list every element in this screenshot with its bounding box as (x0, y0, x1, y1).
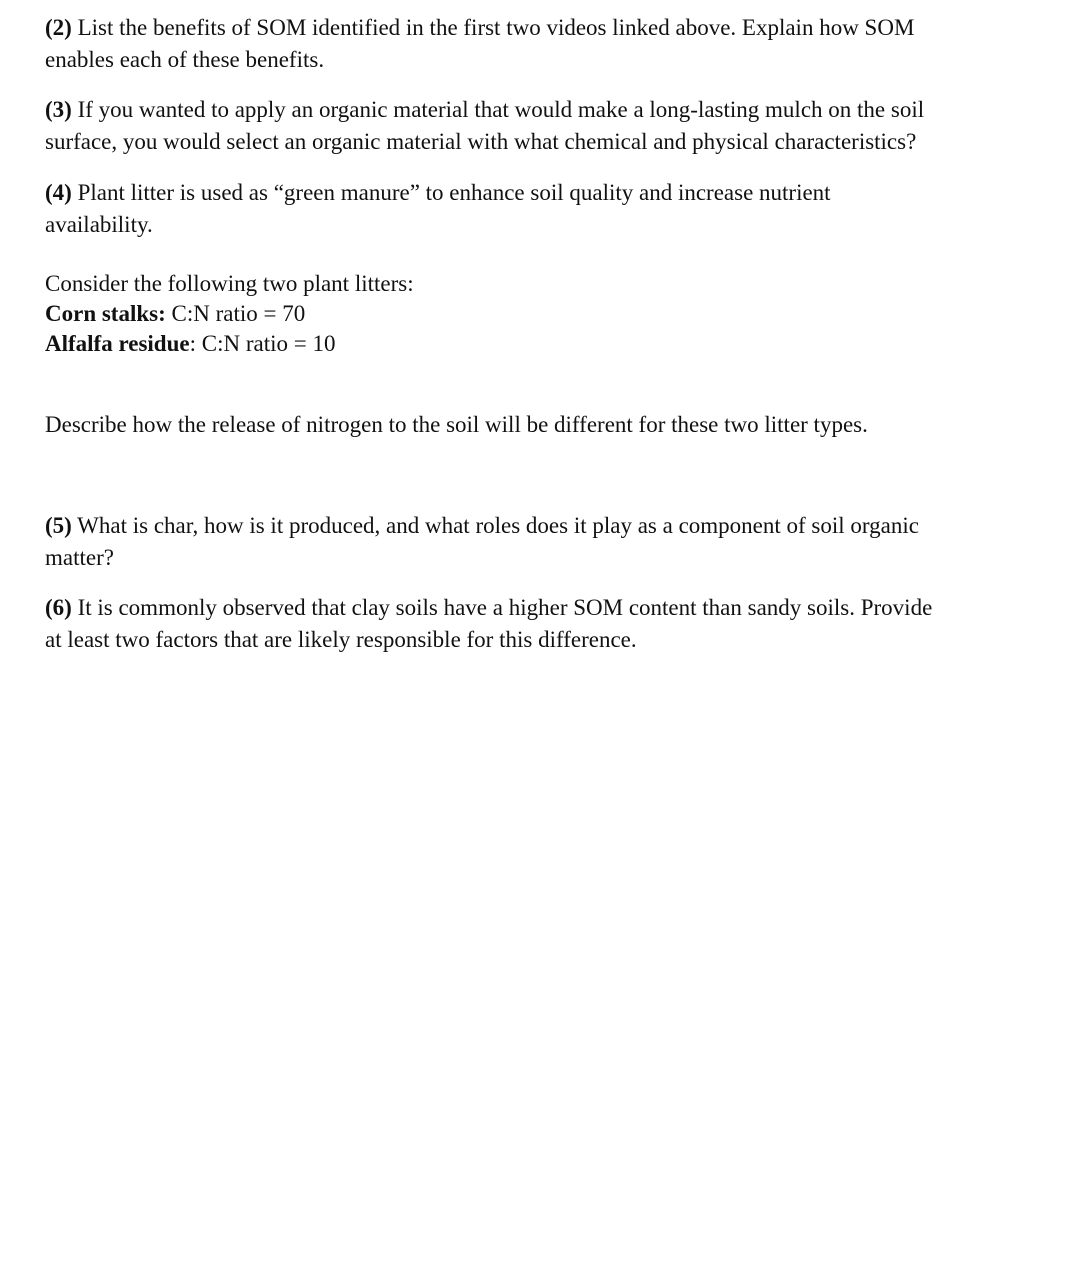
litter-item-corn (45, 299, 414, 329)
question-4-line-1 (45, 177, 831, 209)
question-3-text-1: If you wanted to apply an organic material that would make a long-lasting mulch on the soil (77, 97, 925, 122)
litter-name-corn: Corn stalks: (45, 301, 166, 326)
question-2 (45, 12, 914, 76)
question-2-line-1 (45, 12, 914, 44)
litter-name-alfalfa: Alfalfa residue (45, 331, 190, 356)
describe-text: Describe how the release of nitrogen to the soil will be different for these two litter types. (45, 412, 868, 437)
question-4-text-2: availability. (45, 212, 153, 237)
question-2-text-1: List the benefits of SOM identified in the first two videos linked above. Explain how SOM (77, 15, 915, 40)
question-6-number: (6) (45, 595, 72, 620)
consider-text: Consider the following two plant litters: (45, 271, 414, 296)
question-5-text-1: What is char, how is it produced, and what roles does it play as a component of soil organic (77, 513, 919, 538)
litter-item-alfalfa (45, 329, 414, 359)
question-5-text-2: matter? (45, 545, 114, 570)
question-6-text-1: It is commonly observed that clay soils have a higher SOM content than sandy soils. Provide (77, 595, 933, 620)
describe-prompt (45, 409, 868, 441)
question-3-line-1 (45, 94, 924, 126)
question-6 (45, 592, 932, 656)
litter-value-alfalfa: : C:N ratio = 10 (189, 331, 336, 356)
litter-value-corn: C:N ratio = 70 (171, 301, 306, 326)
question-2-number: (2) (45, 15, 72, 40)
question-4-text-1: Plant litter is used as “green manure” to enhance soil quality and increase nutrient (77, 180, 831, 205)
question-3-number: (3) (45, 97, 72, 122)
question-3 (45, 94, 924, 158)
question-5-line-1 (45, 510, 919, 542)
question-4 (45, 177, 831, 241)
question-2-text-2: enables each of these benefits. (45, 47, 325, 72)
question-6-line-1 (45, 592, 932, 624)
question-6-text-2: at least two factors that are likely responsible for this difference. (45, 627, 637, 652)
question-5 (45, 510, 919, 574)
question-5-number: (5) (45, 513, 72, 538)
question-4-number: (4) (45, 180, 72, 205)
question-3-text-2: surface, you would select an organic material with what chemical and physical characteristics? (45, 129, 917, 154)
litter-list (45, 269, 414, 359)
